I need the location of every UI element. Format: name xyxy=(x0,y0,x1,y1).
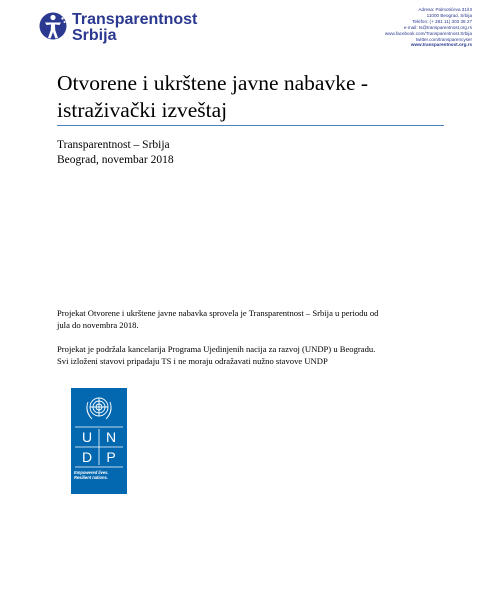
address-twitter: twitter.com/transparencyser xyxy=(415,36,472,42)
address-email: e-mail: ts@transparentnost.org.rs xyxy=(403,24,472,30)
paragraph2-line2: Svi izloženi stavovi pripadaju TS i ne moraju odražavati nužno stavove UNDP xyxy=(57,356,328,366)
undp-tagline-line1: Empowered lives. xyxy=(74,470,109,475)
project-paragraph xyxy=(57,307,447,331)
address-facebook: www.facebook.com/Transparentnost.Srbija xyxy=(384,30,472,36)
undp-letter-d: D xyxy=(81,449,93,465)
undp-letter-u: U xyxy=(81,429,93,445)
address-phone: Telefon: (+ 381 11) 303 38 27 xyxy=(412,18,472,24)
paragraph2-line1: Projekat je podržala kancelarija Programa Ujedinjenih nacija za razvoj (UNDP) u Beogradu. xyxy=(57,344,376,354)
undp-tagline-line2: Resilient nations. xyxy=(74,475,108,480)
document-title xyxy=(57,70,447,124)
undp-letter-p: P xyxy=(106,449,116,465)
paragraph1-line2: jula do novembra 2018. xyxy=(57,320,139,330)
contact-address-block xyxy=(292,7,472,48)
paragraph1-line1: Projekat Otvorene i ukrštene javne nabavka sprovela je Transparentnost – Srbija u periodu od xyxy=(57,308,379,318)
title-line-2: istraživački izveštaj xyxy=(57,98,228,122)
address-line: Adresa: Palmotićeva 31/III xyxy=(418,7,472,12)
organization-block xyxy=(57,138,174,168)
transparency-figure-icon xyxy=(38,11,68,43)
undp-tagline xyxy=(74,470,126,480)
logo-name-line1: Transparentnost xyxy=(72,11,198,28)
logo-wordmark xyxy=(72,12,197,44)
undp-letter-n: N xyxy=(105,429,117,445)
logo-name-line2: Srbija xyxy=(72,27,117,44)
address-website: www.transparentnost.org.rs xyxy=(410,42,472,48)
undp-logo xyxy=(71,388,127,494)
organization-name: Transparentnost – Srbija xyxy=(57,139,170,151)
title-line-1: Otvorene i ukrštene javne nabavke - xyxy=(57,71,369,95)
title-divider xyxy=(57,125,444,126)
support-paragraph xyxy=(57,343,447,367)
address-city: 11000 Beograd, Srbija xyxy=(426,12,472,18)
place-date: Beograd, novembar 2018 xyxy=(57,154,174,166)
transparentnost-logo xyxy=(38,11,218,47)
